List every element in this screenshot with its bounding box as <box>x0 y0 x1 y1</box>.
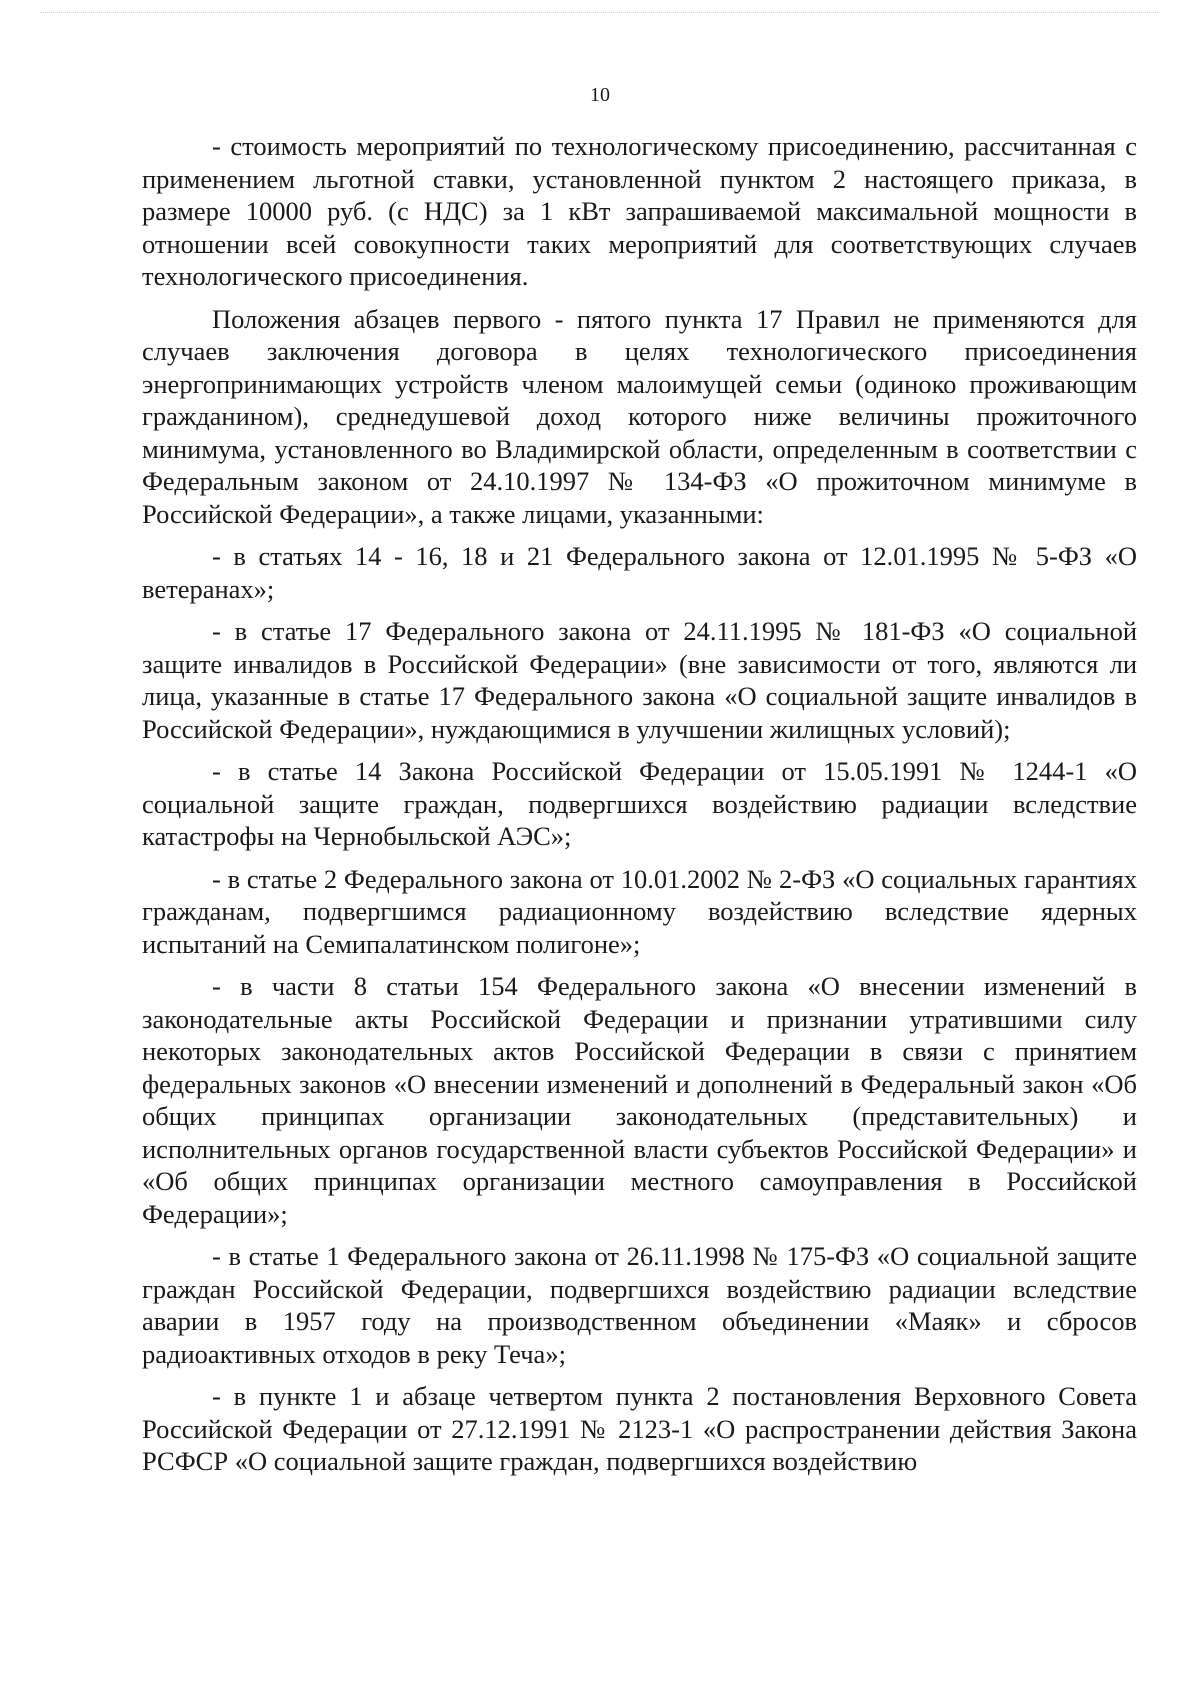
page-number: 10 <box>590 84 610 106</box>
list-item-veterans-law: - в статьях 14 - 16, 18 и 21 Федерального закона от 12.01.1995 № 5-ФЗ «О ветеранах»; <box>142 541 1137 604</box>
list-item-semipalatinsk-law: - в статье 2 Федерального закона от 10.01.2002 № 2-ФЗ «О социальных гарантиях гражданам, подвергшимся радиационному воздействию вследствие ядерных испытаний на Семипалатинском полигоне»; <box>142 863 1137 959</box>
list-item-legislative-acts-law: - в части 8 статьи 154 Федерального закона «О внесении изменений в законодательные акты Российской Федерации и признании утратившими силу некоторых законодательных актов Российской Федерации в связи с принятием федеральных законов «О внесении изменений и дополнений в Федеральный закон «Об общих принципах организации законодательных (представительных) и исполнительных органов государственной власти субъектов Российской Федерации» и «Об общих принципах организации местного самоуправления в Российской Федерации»; <box>142 971 1137 1229</box>
paragraph-cost-of-connection: - стоимость мероприятий по технологическому присоединению, рассчитанная с применением льготной ставки, установленной пунктом 2 настоящего приказа, в размере 10000 руб. (с НДС) за 1 кВт запрашиваемой максимальной мощности в отношении всей совокупности таких мероприятий для соответствующих случаев технологического присоединения. <box>142 131 1137 291</box>
document-body <box>142 130 1137 1478</box>
list-item-mayak-law: - в статье 1 Федерального закона от 26.11.1998 № 175-ФЗ «О социальной защите граждан Российской Федерации, подвергшихся воздействию радиации вследствие аварии в 1957 году на производственном объединении «Маяк» и сбросов радиоактивных отходов в реку Теча»; <box>142 1241 1137 1369</box>
list-item-supreme-council-resolution: - в пункте 1 и абзаце четвертом пункта 2 постановления Верховного Совета Российской Федерации от 27.12.1991 № 2123-1 «О распространении действия Закона РСФСР «О социальной защите граждан, подвергшихся воздействию <box>142 1381 1137 1476</box>
paragraph-rules-exception: Положения абзацев первого - пятого пункта 17 Правил не применяются для случаев заключения договора в целях технологического присоединения энергопринимающих устройств членом малоимущей семьи (одиноко проживающим гражданином), среднедушевой доход которого ниже величины прожиточного минимума, установленного во Владимирской области, определенным в соответствии с Федеральным законом от 24.10.1997 № 134-ФЗ «О прожиточном минимуме в Российской Федерации», а также лицами, указанными: <box>142 303 1137 529</box>
list-item-disabled-persons-law: - в статье 17 Федерального закона от 24.11.1995 № 181-ФЗ «О социальной защите инвалидов в Российской Федерации» (вне зависимости от того, являются ли лица, указанные в статье 17 Федерального закона «О социальной защите инвалидов в Российской Федерации», нуждающимися в улучшении жилищных условий); <box>142 616 1137 744</box>
list-item-chernobyl-law: - в статье 14 Закона Российской Федерации от 15.05.1991 № 1244-1 «О социальной защите граждан, подвергшихся воздействию радиации вследствие катастрофы на Чернобыльской АЭС»; <box>142 756 1137 851</box>
scan-edge-artifact <box>40 12 1160 14</box>
